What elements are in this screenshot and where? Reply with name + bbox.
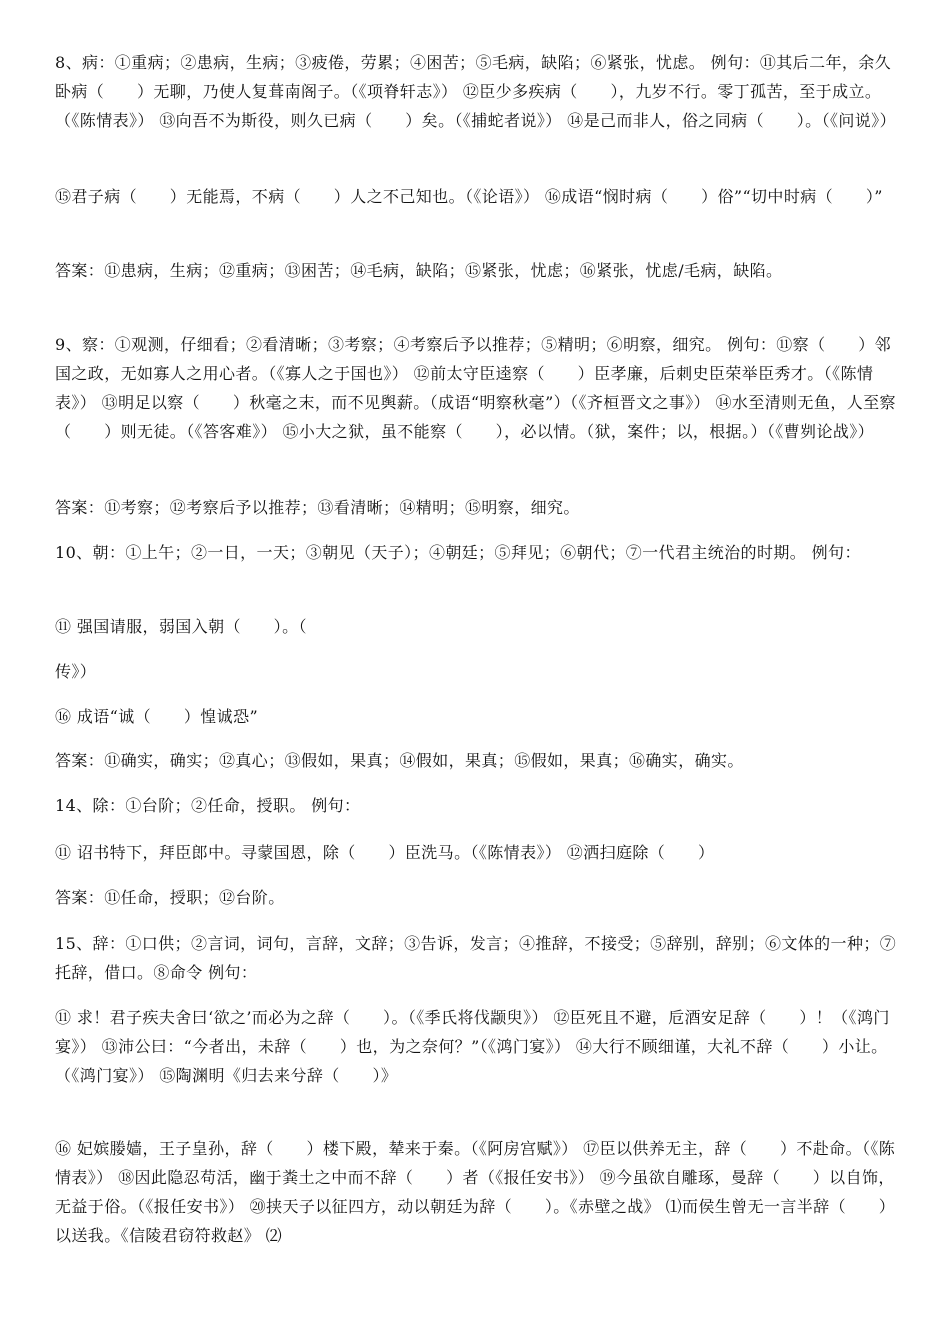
item-15-examples-part-2: ⑯ 妃嫔媵嫱，王子皇孙，辞（ ）楼下殿，辇来于秦。（《阿房宫赋》） ⑰臣以供养无主，辞（ ）不赴命。（《陈情表》） ⑱因此隐忍苟活，幽于粪土之中而不辞（ ）者（《报任安书》） ⑲今虽欲自雕琢，曼辞（ ）以自饰，无益于俗。（《报任安书》） ⑳挟天子以征四方，动以朝廷为辞（ ）。《赤壁之战》 ⑴而侯生曾无一言半辞（ ）以送我。《信陵君窃符救赵》 ⑵ [55, 1139, 896, 1245]
item-8-examples-continued: ⑮君子病（ ）无能焉，不病（ ）人之不己知也。（《论语》） ⑯成语“悯时病（ ）俗”“切中时病（ ）” [55, 187, 883, 206]
item-10-definitions: 10、朝：①上午；②一日，一天；③朝见（天子）；④朝廷；⑤拜见；⑥朝代；⑦一代君主统治的时期。 例句： [55, 543, 861, 562]
item-9-definitions-and-examples: 9、察：①观测，仔细看；②看清晰；③考察；④考察后予以推荐；⑤精明；⑥明察，细究。 例句：⑪察（ ）邻国之政，无如寡人之用心者。（《寡人之于国也》） ⑫前太守臣逵察（ ）臣孝廉，后刺史臣荣举臣秀才。（《陈情表》） ⑬明足以察（ ）秋毫之末，而不见舆薪。（成语“明察秋毫”）（《齐桓晋文之事》） ⑭水至清则无鱼，人至察（ ）则无徒。（《答客难》） ⑮小大之狱，虽不能察（ ），必以情。（狱，案件；以，根据。）（《曹刿论战》） [55, 335, 896, 441]
item-14-answer: 答案：⑪任命，授职；⑫台阶。 [55, 888, 285, 907]
item-9-answer: 答案：⑪考察；⑫考察后予以推荐；⑬看清晰；⑭精明；⑮明察，细究。 [55, 498, 580, 517]
item-8-definitions-and-examples: 8、病：①重病；②患病，生病；③疲倦，劳累；④困苦；⑤毛病，缺陷；⑥紧张，忧虑。 例句：⑪其后二年，余久卧病（ ）无聊，乃使人复葺南阁子。（《项脊轩志》） ⑫臣少多疾病（ ），九岁不行。零丁孤苦，至于成立。（《陈情表》） ⑬向吾不为斯役，则久已病（ ）矣。（《捕蛇者说》） ⑭是己而非人，俗之同病（ ）。（《问说》） [55, 53, 896, 130]
item-15-examples-part-1: ⑪ 求！君子疾夫舍曰‘欲之’而必为之辞（ ）。（《季氏将伐颛臾》） ⑫臣死且不避，卮酒安足辞（ ）！（《鸿门宴》） ⑬沛公曰：“今者出，未辞（ ）也，为之奈何？”（《鸿门宴》） ⑭大行不顾细谨，大礼不辞（ ）小让。（《鸿门宴》） ⑮陶渊明《归去来兮辞（ ）》 [55, 1008, 890, 1085]
item-15-definitions: 15、辞：①口供；②言词，词句，言辞，文辞；③告诉，发言；④推辞，不接受；⑤辞别，辞别；⑥文体的一种；⑦托辞，借口。⑧命令 例句： [55, 934, 897, 982]
item-10-example-11: ⑪ 强国请服，弱国入朝（ ）。（ [55, 617, 307, 636]
item-10-answer: 答案：⑪确实，确实；⑫真心；⑬假如，果真；⑭假如，果真；⑮假如，果真；⑯确实，确实。 [55, 751, 744, 770]
item-14-definitions: 14、除：①台阶；②任命，授职。 例句： [55, 796, 361, 815]
item-10-source-fragment: 传》） [55, 662, 97, 681]
item-8-answer: 答案：⑪患病，生病；⑫重病；⑬困苦；⑭毛病，缺陷；⑮紧张，忧虑；⑯紧张，忧虑/毛病，缺陷。 [55, 261, 783, 280]
item-10-example-16: ⑯ 成语“诚（ ）惶诚恐” [55, 707, 259, 726]
item-14-examples: ⑪ 诏书特下，拜臣郎中。寻蒙国恩，除（ ）臣洗马。（《陈情表》） ⑫洒扫庭除（ ） [55, 843, 715, 862]
